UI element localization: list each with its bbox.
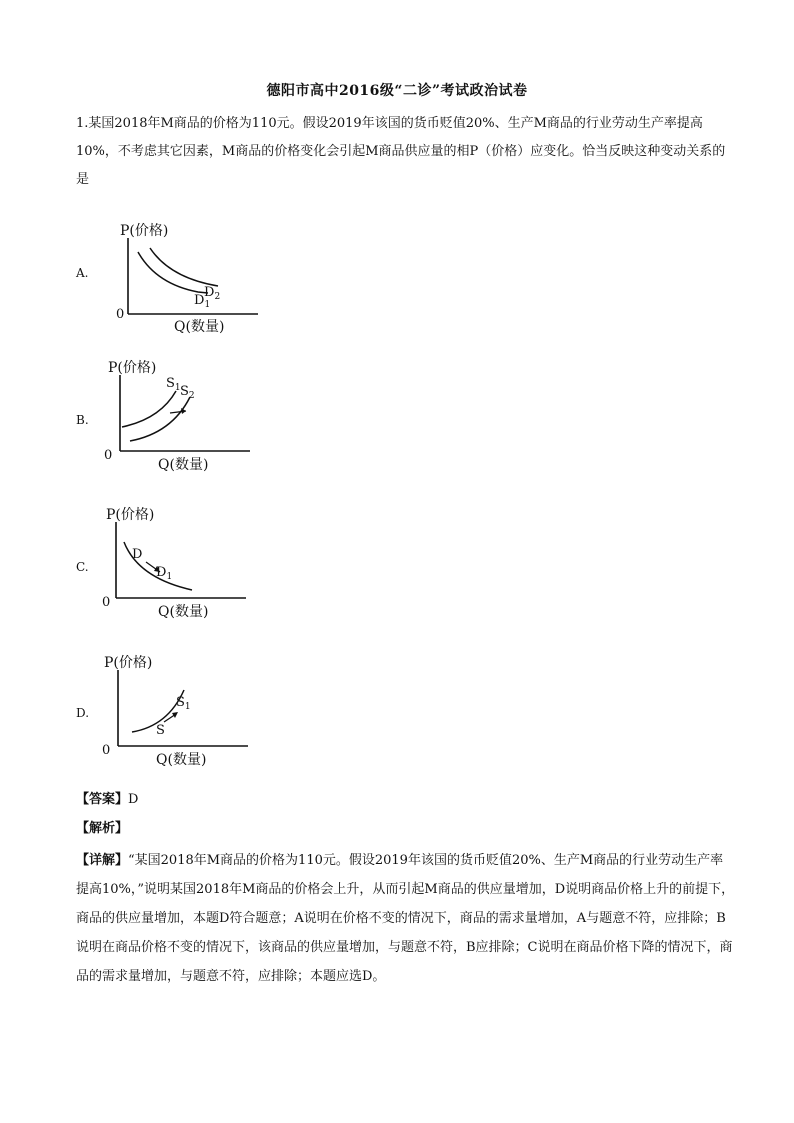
curve-label-s: S (156, 723, 165, 738)
detail-label: 【详解】 (76, 853, 129, 868)
option-a-graph (108, 218, 268, 340)
detail-text: “某国2018年M商品的价格为110元。假设2019年该国的货币贬值20%、生产M商品的行业劳动生产率提高10%，”说明某国2018年M商品的价格会上升，从而引起M商品的供应量增加，D说明商品价格上升的前提下，商品的供应量增加，本题D符合题意；A说明在价格不变的情况下，商品的需求量增加，A与题意不符，应排除；B说明在商品价格不变的情况下，该商品的供应量增加，与题意不符，B应排除；C说明在商品价格下降的情况下，商品的需求量增加，与题意不符，应排除；本题应选D。 (76, 853, 735, 984)
curve-label-d: D (132, 547, 143, 562)
curve-label-s1: $S_1$ (176, 695, 191, 712)
answer-value: D (128, 792, 139, 807)
x-axis-label: Q(数量) (156, 752, 207, 768)
curve-label-d1: $D_1$ (194, 293, 211, 310)
demand-curve-d2 (150, 248, 218, 286)
demand-curve-d1 (138, 252, 208, 293)
option-d-graph (98, 650, 258, 774)
option-c-label: C. (76, 560, 89, 574)
option-b-graph (100, 355, 260, 479)
y-axis-label: P(价格) (108, 360, 157, 376)
y-axis-label: P(价格) (104, 655, 153, 671)
option-a-label: A. (76, 266, 89, 280)
x-axis-label: Q(数量) (158, 604, 209, 620)
curve-label-s1: $S_1$ (166, 376, 181, 393)
y-axis-label: P(价格) (106, 507, 155, 523)
analysis-heading: 【解析】 (76, 821, 129, 836)
exam-title: 德阳市高中2016级“二诊”考试政治试卷 (266, 83, 528, 99)
origin-label: 0 (102, 743, 111, 758)
supply-curve-s1 (122, 391, 176, 427)
x-axis-label: Q(数量) (158, 457, 209, 473)
supply-curve-s2 (130, 397, 190, 441)
curve-label-s2: $S_2$ (180, 384, 195, 401)
curve-label-d1: $D_1$ (156, 565, 173, 582)
option-d-label: D. (76, 706, 90, 720)
option-b-label: B. (76, 413, 89, 427)
origin-label: 0 (116, 307, 125, 322)
origin-label: 0 (102, 595, 111, 610)
curve-label-d2: $D_2$ (204, 285, 221, 302)
x-axis-label: Q(数量) (174, 319, 225, 335)
y-axis-label: P(价格) (120, 223, 169, 239)
question-text: 1.某国2018年M商品的价格为110元。假设2019年该国的货币贬值20%、生产M商品的行业劳动生产率提高10%，不考虑其它因素，M商品的价格变化会引起M商品供应量的相P（价格）应变化。恰当反映这种变动关系的是 (76, 116, 726, 187)
option-c-graph (96, 502, 256, 626)
answer-line (76, 788, 138, 812)
origin-label: 0 (104, 448, 113, 463)
answer-label: 【答案】 (76, 792, 129, 807)
analysis-detail (76, 846, 736, 991)
arrow-head (172, 712, 178, 718)
